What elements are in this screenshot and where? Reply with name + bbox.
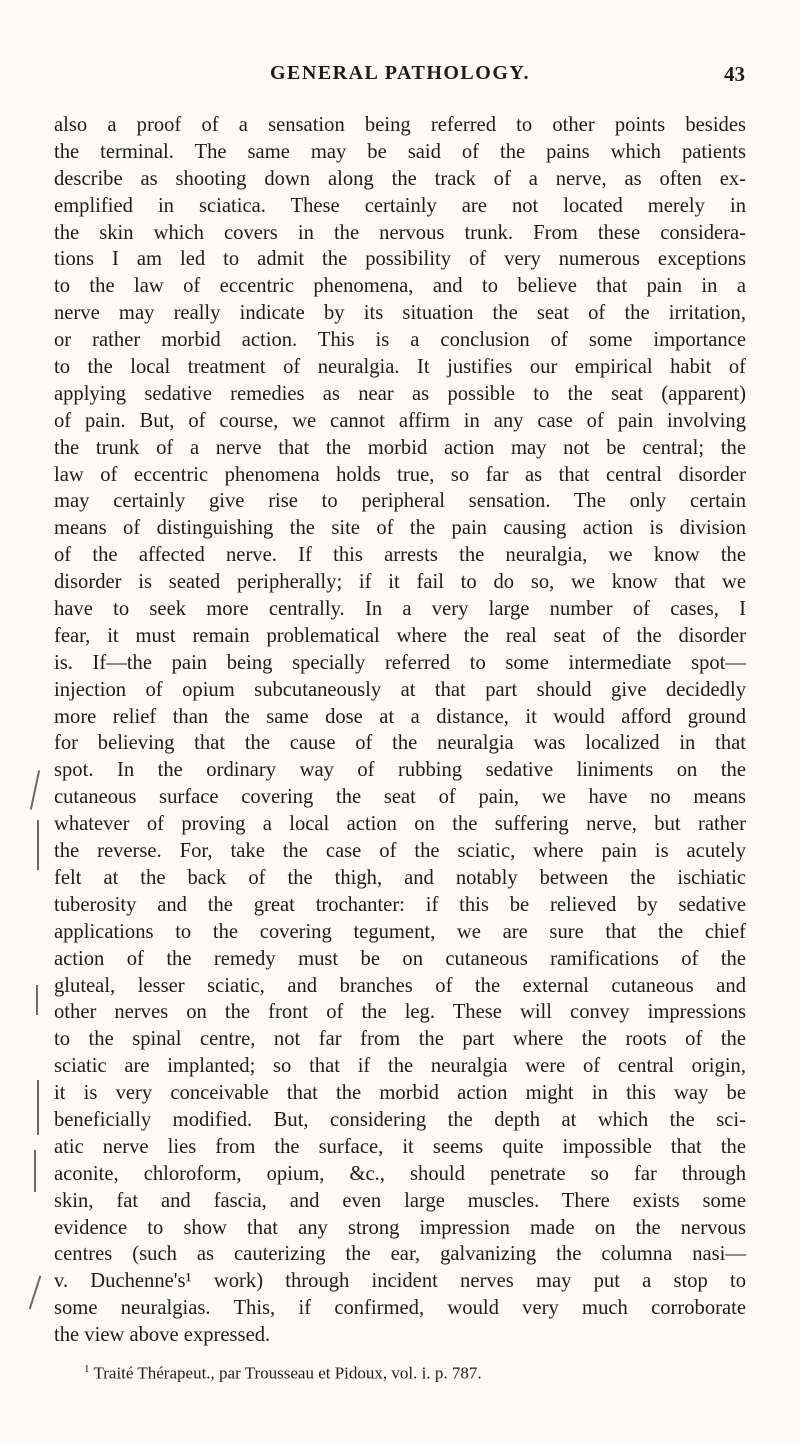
text-line: action of the remedy must be on cutaneous ramifications of the <box>54 947 746 970</box>
body-text <box>54 112 746 1349</box>
text-line: of pain. But, of course, we cannot affirm in any case of pain involving <box>54 409 746 432</box>
text-line: to the spinal centre, not far from the part where the roots of the <box>54 1028 746 1051</box>
margin-pencil-mark <box>29 1276 42 1310</box>
footnote-text: Traité Thérapeut., par Trousseau et Pidoux, vol. i. p. 787. <box>93 1363 482 1383</box>
text-line: is. If—the pain being specially referred to some intermediate spot— <box>54 651 746 674</box>
text-line: centres (such as cauterizing the ear, galvanizing the columna nasi— <box>54 1243 746 1266</box>
text-line: applying sedative remedies as near as possible to the seat (apparent) <box>54 382 746 405</box>
text-line: spot. In the ordinary way of rubbing sedative liniments on the <box>54 759 746 782</box>
text-line: disorder is seated peripherally; if it fail to do so, we know that we <box>54 571 746 594</box>
margin-pencil-mark <box>37 1080 39 1135</box>
text-line: tuberosity and the great trochanter: if this be relieved by sedative <box>54 893 746 916</box>
text-line: tions I am led to admit the possibility of very numerous exceptions <box>54 248 746 271</box>
text-line: means of distinguishing the site of the pain causing action is division <box>54 517 746 540</box>
text-line: also a proof of a sensation being referred to other points besides <box>54 114 746 136</box>
text-line: of the affected nerve. If this arrests the neuralgia, we know the <box>54 544 746 567</box>
text-line: or rather morbid action. This is a conclusion of some importance <box>54 329 746 352</box>
page-number: 43 <box>724 62 745 86</box>
text-line: felt at the back of the thigh, and notably between the ischiatic <box>54 866 746 889</box>
text-line: cutaneous surface covering the seat of pain, we have no means <box>54 786 746 809</box>
text-line: gluteal, lesser sciatic, and branches of the external cutaneous and <box>54 974 746 997</box>
text-line: to the law of eccentric phenomena, and to believe that pain in a <box>54 275 746 298</box>
text-line: more relief than the same dose at a distance, it would afford ground <box>54 705 746 728</box>
text-line: evidence to show that any strong impression made on the nervous <box>54 1216 746 1239</box>
margin-pencil-mark <box>36 985 38 1015</box>
text-line: atic nerve lies from the surface, it seems quite impossible that the <box>54 1135 746 1158</box>
text-line: nerve may really indicate by its situation the seat of the irritation, <box>54 302 746 325</box>
text-line: aconite, chloroform, opium, &c., should penetrate so far through <box>54 1162 746 1185</box>
text-line: it is very conceivable that the morbid action might in this way be <box>54 1082 746 1105</box>
text-line: law of eccentric phenomena holds true, so far as that central disorder <box>54 463 746 486</box>
margin-pencil-mark <box>34 1150 36 1192</box>
text-line: to the local treatment of neuralgia. It justifies our empirical habit of <box>54 356 746 379</box>
text-line: the reverse. For, take the case of the sciatic, where pain is acutely <box>54 840 746 863</box>
text-line: fear, it must remain problematical where the real seat of the disorder <box>54 624 746 647</box>
text-line: injection of opium subcutaneously at that part should give decidedly <box>54 678 746 701</box>
text-line: the terminal. The same may be said of the pains which patients <box>54 140 746 163</box>
text-line: applications to the covering tegument, we are sure that the chief <box>54 920 746 943</box>
text-line: sciatic are implanted; so that if the neuralgia were of central origin, <box>54 1055 746 1078</box>
margin-pencil-mark <box>30 770 40 810</box>
text-line: the view above expressed. <box>54 1324 271 1347</box>
footnote <box>84 1358 734 1385</box>
running-head: GENERAL PATHOLOGY. <box>269 62 530 84</box>
text-line: have to seek more centrally. In a very large number of cases, I <box>54 598 746 621</box>
text-line: for believing that the cause of the neuralgia was localized in that <box>54 732 746 755</box>
text-line: describe as shooting down along the track of a nerve, as often ex- <box>54 167 746 190</box>
text-line: some neuralgias. This, if confirmed, would very much corroborate <box>54 1297 746 1320</box>
page-header <box>55 62 745 92</box>
text-line: skin, fat and fascia, and even large muscles. There exists some <box>54 1189 746 1212</box>
text-line: the trunk of a nerve that the morbid action may not be central; the <box>54 436 746 459</box>
text-line: emplified in sciatica. These certainly are not located merely in <box>54 194 746 217</box>
text-line: whatever of proving a local action on the suffering nerve, but rather <box>54 813 746 836</box>
footnote-marker: 1 <box>84 1363 90 1375</box>
text-line: may certainly give rise to peripheral sensation. The only certain <box>54 490 746 513</box>
text-line: v. Duchenne's¹ work) through incident nerves may put a stop to <box>54 1270 746 1293</box>
margin-pencil-mark <box>37 820 39 870</box>
text-line: beneficially modified. But, considering the depth at which the sci- <box>54 1108 746 1131</box>
text-line: other nerves on the front of the leg. These will convey impressions <box>54 1001 746 1024</box>
text-line: the skin which covers in the nervous trunk. From these considera- <box>54 221 746 244</box>
